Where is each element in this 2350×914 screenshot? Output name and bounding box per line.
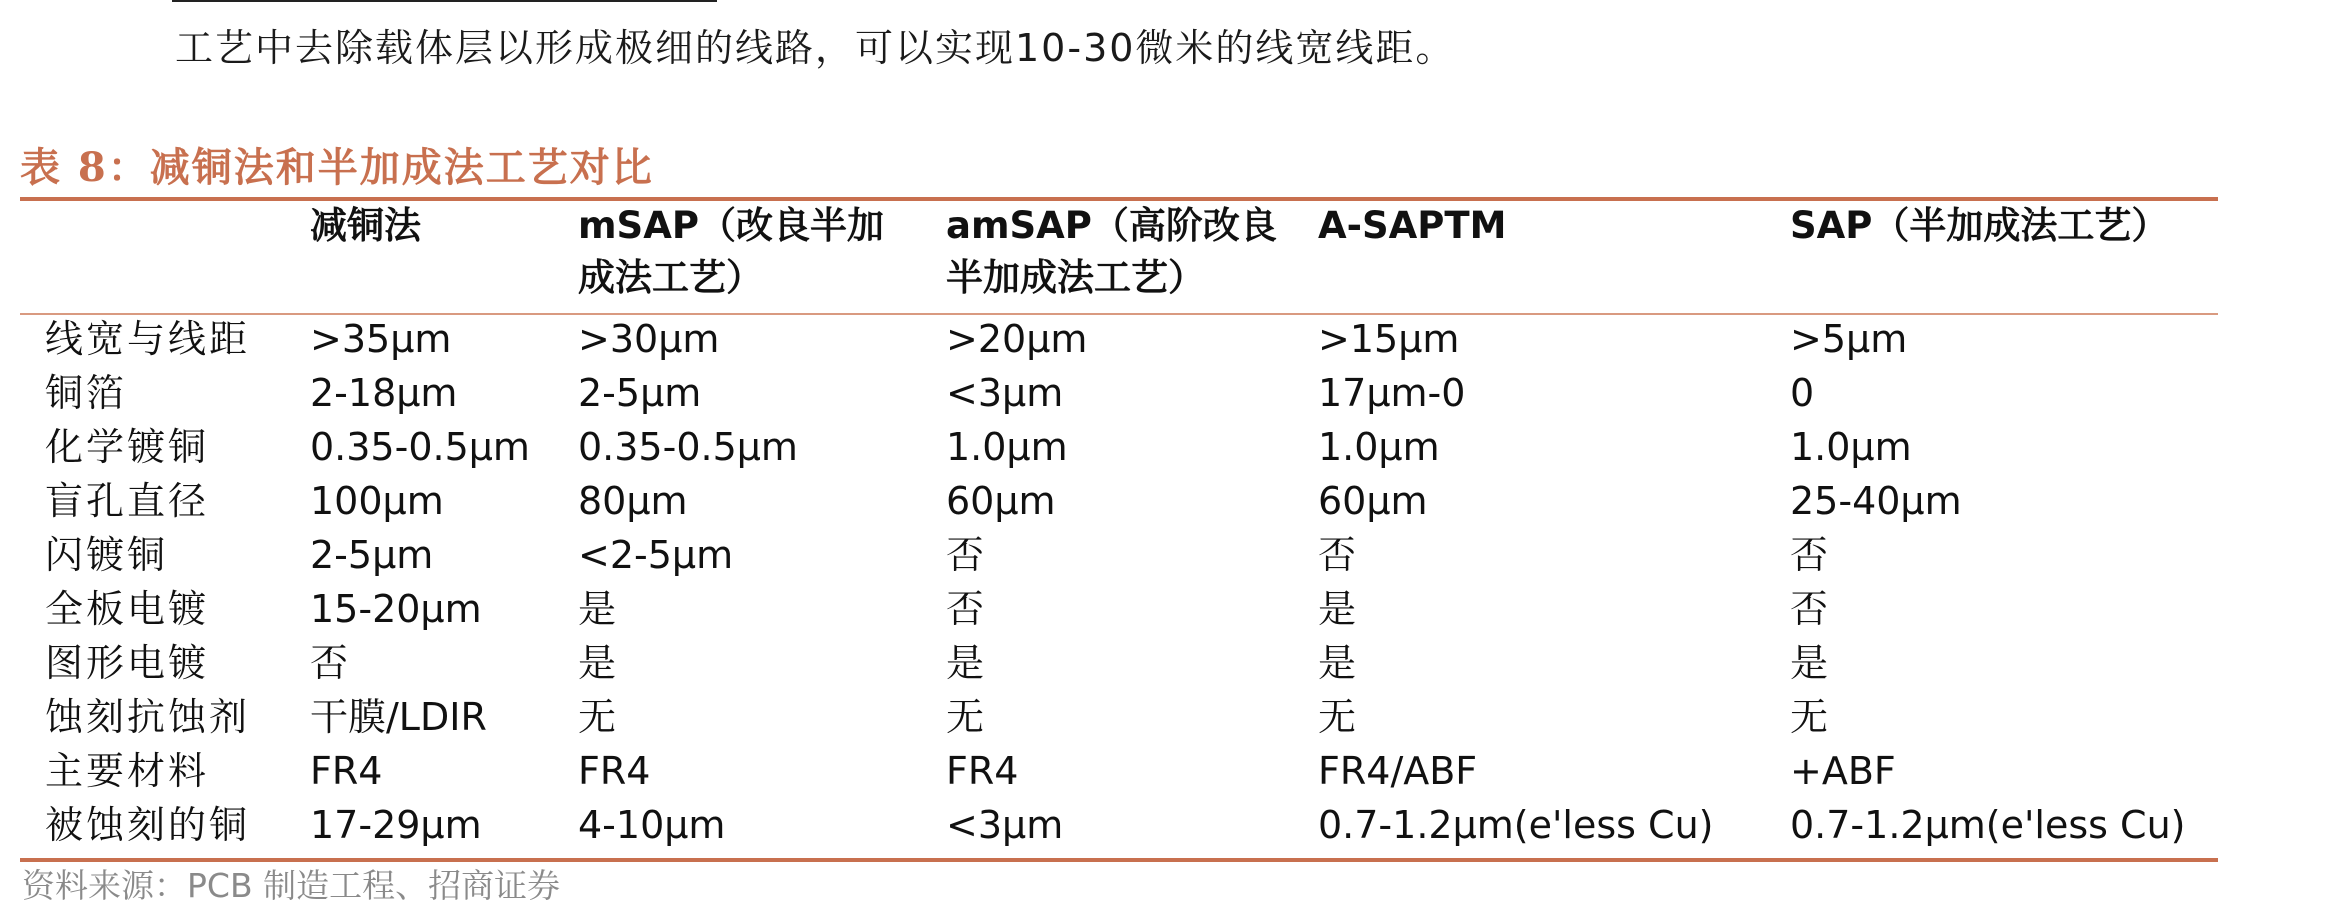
cell-asap: >15μm: [1318, 317, 1460, 361]
cell-msap: <2-5μm: [578, 533, 734, 577]
cell-asap: 1.0μm: [1318, 425, 1440, 469]
cell-sap: 25-40μm: [1790, 479, 1962, 523]
cell-msap: 0.35-0.5μm: [578, 425, 798, 469]
cell-subtractive: 100μm: [310, 479, 444, 523]
cell-amsap: 否: [946, 533, 985, 577]
row-label: 盲孔直径: [45, 479, 210, 523]
cell-sap: 0: [1790, 371, 1815, 415]
cell-subtractive: >35μm: [310, 317, 452, 361]
cell-subtractive: 2-18μm: [310, 371, 458, 415]
cell-subtractive: 否: [310, 641, 349, 685]
cell-sap: 1.0μm: [1790, 425, 1912, 469]
row-label: 线宽与线距: [45, 317, 251, 361]
cell-subtractive: FR4: [310, 749, 383, 793]
header-asap: A-SAPTM: [1318, 204, 1507, 247]
cell-subtractive: 干膜/LDIR: [310, 695, 487, 739]
intro-paragraph: 工艺中去除载体层以形成极细的线路，可以实现10-30微米的线宽线距。: [175, 26, 1456, 70]
cell-subtractive: 15-20μm: [310, 587, 482, 631]
cell-asap: 17μm-0: [1318, 371, 1466, 415]
cell-msap: 2-5μm: [578, 371, 702, 415]
table-row: [0, 636, 2350, 690]
cell-sap: 无: [1790, 695, 1829, 739]
row-label: 蚀刻抗蚀剂: [45, 695, 251, 739]
source-note: 资料来源：PCB 制造工程、招商证券: [22, 866, 561, 905]
table-row: [0, 690, 2350, 744]
cell-asap: 60μm: [1318, 479, 1428, 523]
table-row: [0, 798, 2350, 852]
cell-asap: 无: [1318, 695, 1357, 739]
cell-asap: 否: [1318, 533, 1357, 577]
cell-subtractive: 2-5μm: [310, 533, 434, 577]
cell-sap: 否: [1790, 533, 1829, 577]
table-row: [0, 582, 2350, 636]
cell-amsap: 是: [946, 641, 985, 685]
cell-amsap: FR4: [946, 749, 1019, 793]
row-label: 图形电镀: [45, 641, 210, 685]
table-row: [0, 528, 2350, 582]
row-label: 化学镀铜: [45, 425, 210, 469]
cell-msap: 无: [578, 695, 617, 739]
cell-subtractive: 0.35-0.5μm: [310, 425, 530, 469]
cell-sap: >5μm: [1790, 317, 1908, 361]
cell-asap: FR4/ABF: [1318, 749, 1478, 793]
header-sap: SAP（半加成法工艺）: [1790, 204, 2169, 247]
table-row: [0, 312, 2350, 366]
header-msap: mSAP（改良半加成法工艺）: [578, 204, 884, 299]
table-row: [0, 420, 2350, 474]
row-label: 被蚀刻的铜: [45, 803, 251, 847]
row-label: 主要材料: [45, 749, 210, 793]
cell-amsap: 无: [946, 695, 985, 739]
cell-msap: >30μm: [578, 317, 720, 361]
cell-msap: 4-10μm: [578, 803, 726, 847]
header-amsap: amSAP（高阶改良半加成法工艺）: [946, 204, 1277, 299]
cell-sap: 否: [1790, 587, 1829, 631]
top-underline: [172, 0, 717, 2]
header-subtractive: 减铜法: [310, 204, 421, 247]
cell-asap: 0.7-1.2μm(e'less Cu): [1318, 803, 1714, 847]
cell-subtractive: 17-29μm: [310, 803, 482, 847]
cell-amsap: <3μm: [946, 803, 1064, 847]
cell-amsap: >20μm: [946, 317, 1088, 361]
row-label: 全板电镀: [45, 587, 210, 631]
cell-msap: 是: [578, 587, 617, 631]
cell-msap: 80μm: [578, 479, 688, 523]
cell-asap: 是: [1318, 641, 1357, 685]
table-title: 表 8：减铜法和半加成法工艺对比: [20, 144, 654, 191]
cell-amsap: 60μm: [946, 479, 1056, 523]
cell-asap: 是: [1318, 587, 1357, 631]
row-label: 铜箔: [45, 371, 128, 415]
cell-amsap: <3μm: [946, 371, 1064, 415]
cell-amsap: 1.0μm: [946, 425, 1068, 469]
table-row: [0, 744, 2350, 798]
table-row: [0, 366, 2350, 420]
table-row: [0, 474, 2350, 528]
cell-msap: FR4: [578, 749, 651, 793]
cell-msap: 是: [578, 641, 617, 685]
cell-amsap: 否: [946, 587, 985, 631]
cell-sap: 是: [1790, 641, 1829, 685]
cell-sap: 0.7-1.2μm(e'less Cu): [1790, 803, 2186, 847]
row-label: 闪镀铜: [45, 533, 169, 577]
cell-sap: +ABF: [1790, 749, 1896, 793]
